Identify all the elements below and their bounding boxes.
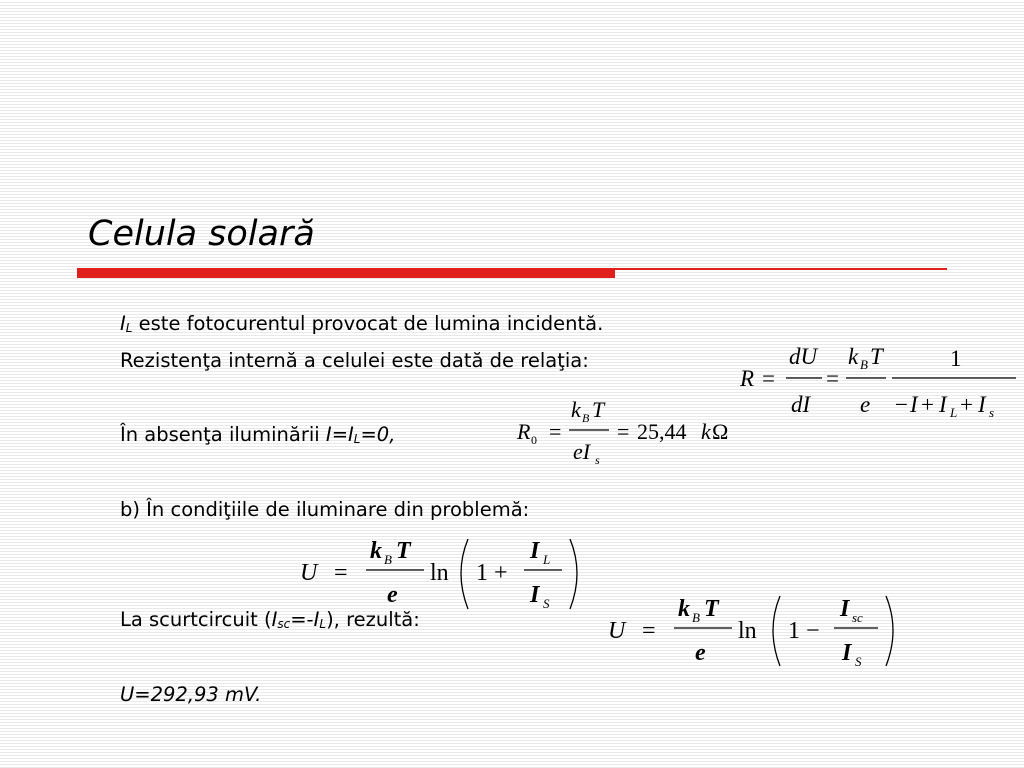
svg-text:B: B [692,610,700,625]
svg-text:B: B [582,411,590,425]
svg-text:eI: eI [573,439,591,464]
svg-text:1: 1 [476,560,488,586]
svg-text:L: L [543,552,551,567]
svg-text:e: e [860,392,871,417]
svg-text:0: 0 [531,433,537,447]
formula-internal-resistance [740,340,1020,420]
eq-sub: L [353,432,361,446]
svg-text:U: U [608,618,626,644]
line5-mid: =- [290,608,314,631]
svg-text:I: I [530,582,540,608]
r0-unit-prefix: k [701,419,711,444]
text-line-photocurrent [120,312,603,335]
title-underline-thick [77,268,615,278]
il-subscript-2: L [319,617,327,631]
line2-text: Rezistenţa internă a celulei este dată de relaţia: [120,349,589,372]
svg-text:dI: dI [791,392,811,417]
svg-text:+: + [960,392,973,417]
isc-symbol: I [271,608,278,631]
svg-text:I: I [939,392,947,417]
il-subscript: L [125,321,133,335]
one-numerator: 1 [950,346,962,371]
slide-title: Celula solară [88,214,315,254]
line5-start: La scurtcircuit ( [120,608,272,631]
formula-r0 [515,395,745,475]
svg-text:R: R [740,366,755,391]
svg-text:I: I [840,596,850,622]
line4-text: b) În condiţiile de iluminare din problemă: [120,498,530,521]
svg-text:1: 1 [788,618,800,644]
svg-text:k: k [571,397,581,422]
svg-text:k: k [370,538,382,564]
svg-text:U: U [300,560,318,586]
svg-text:=: = [334,560,348,586]
il-symbol-2: I [313,608,320,631]
svg-text:R: R [517,419,531,444]
svg-text:s: s [595,453,600,467]
svg-text:B: B [384,552,392,567]
svg-text:S: S [543,596,550,611]
svg-text:I: I [910,392,918,417]
eq-mid: =I [331,423,354,446]
svg-text:ln: ln [738,618,757,644]
svg-text:T: T [396,538,411,564]
line5-end: ), rezultă: [326,608,420,631]
svg-text:−: − [806,618,820,644]
svg-text:+: + [921,392,934,417]
svg-text:k: k [848,344,859,369]
text-line-internal-resistance [120,349,589,372]
title-underline-thin [615,268,947,270]
text-line-illumination-conditions [120,498,529,521]
svg-text:L: L [950,405,958,420]
eq-end: =0, [360,423,396,446]
svg-text:S: S [855,654,862,669]
svg-text:T: T [870,344,883,369]
svg-text:T: T [592,397,605,422]
svg-text:e: e [387,582,398,608]
svg-text:T: T [704,596,719,622]
svg-text:I: I [530,538,540,564]
svg-text:=: = [762,366,775,391]
svg-text:e: e [695,640,706,666]
svg-text:=: = [617,419,630,444]
svg-text:s: s [989,405,995,420]
svg-text:B: B [860,357,868,372]
svg-text:k: k [678,596,690,622]
svg-text:dU: dU [789,344,818,369]
formula-voltage [298,533,588,615]
r0-unit: Ω [712,419,729,444]
svg-text:+: + [494,560,508,586]
svg-text:ln: ln [430,560,449,586]
text-line-no-illumination [120,423,395,446]
svg-text:−: − [895,392,908,417]
result-line [120,683,261,706]
r0-value: 25,44 [637,419,687,444]
svg-text:=: = [642,618,656,644]
svg-text:sc: sc [852,610,863,625]
isc-subscript: sc [277,617,291,631]
eq-i: I [325,423,332,446]
formula-short-circuit-voltage [606,590,906,672]
svg-text:=: = [826,366,839,391]
line1-text: este fotocurentul provocat de lumina incidentă. [132,312,604,335]
svg-text:I: I [978,392,986,417]
result-text: U=292,93 mV. [120,683,262,706]
line3-text: În absenţa iluminării [120,423,326,446]
svg-text:=: = [549,419,562,444]
text-line-short-circuit [120,608,420,631]
il-symbol: I [120,312,126,335]
svg-text:I: I [842,640,852,666]
